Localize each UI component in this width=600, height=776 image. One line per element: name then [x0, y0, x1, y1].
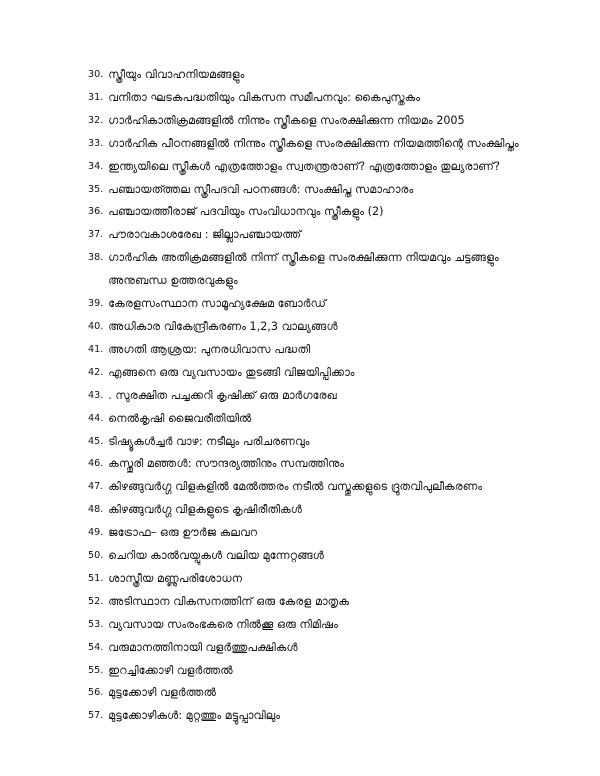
list-item: [88, 201, 558, 224]
item-number: 39.: [88, 298, 104, 310]
item-number: 45.: [88, 435, 104, 447]
item-title: കിഴങ്ങുവർഗ്ഗ വിളകളിൽ മേൽത്തരം നടീൽ വസ്തുക്കളുടെ ദ്രുതവിപുലീകരണം: [108, 480, 483, 494]
item-number: 35.: [88, 183, 104, 195]
item-title: കേരളസംസ്ഥാന സാമൂഹ്യക്ഷേമ ബോർഡ്: [108, 297, 327, 311]
item-title: പൗരാവകാശരേഖ : ജില്ലാപഞ്ചായത്ത്: [108, 228, 302, 242]
item-number: 49.: [88, 527, 104, 539]
list-item: [88, 408, 558, 431]
item-number: 46.: [88, 458, 104, 470]
item-number: 44.: [88, 412, 104, 424]
item-title: ഗാർഹികാതിക്രമങ്ങളിൽ നിന്നും സ്ത്രീകളെ സംരക്ഷിക്കുന്ന നിയമം 2005: [108, 113, 465, 127]
list-item: [88, 133, 558, 156]
item-title: നെൽകൃഷി ജൈവരീതിയിൽ: [108, 411, 252, 425]
list-item: [88, 64, 558, 87]
list-item: [88, 87, 558, 110]
list-item: [88, 156, 558, 179]
item-number: 56.: [88, 687, 104, 699]
item-title: മുട്ടക്കോഴി വളർത്തൽ: [108, 686, 217, 700]
list-item: [88, 522, 558, 545]
list-item: [88, 591, 558, 614]
item-title: ചെറിയ കാൽവയ്പുകൾ വലിയ മുന്നേറ്റങ്ങൾ: [108, 549, 325, 563]
item-number: 30.: [88, 69, 104, 80]
item-number: 57.: [88, 710, 104, 722]
list-item: [88, 499, 558, 522]
item-number: 55.: [88, 664, 104, 676]
item-title: എങ്ങനെ ഒരു വ്യവസായം തുടങ്ങി വിജയിപ്പിക്കാം: [108, 365, 355, 379]
item-title: ടിഷ്യൂകൾച്ചർ വാഴ: നടീലും പരിചരണവും: [108, 434, 310, 448]
item-title: വ്യവസായ സംരംഭകരെ നിൽക്കൂ ഒരു നിമിഷം: [108, 617, 338, 631]
list-item: [88, 637, 558, 660]
item-number: 31.: [88, 91, 104, 103]
list-item: [88, 339, 558, 362]
item-title: ഇന്ത്യയിലെ സ്ത്രീകൾ എത്രത്തോളം സ്വതന്ത്രരാണ്? എത്രത്തോളം തുല്യരാണ്?: [108, 159, 500, 173]
item-title: പഞ്ചായത്ത്തല സ്ത്രീപദവി പഠനങ്ങൾ: സംക്ഷിപ്ത സമാഹാരം: [108, 182, 414, 196]
item-title: ഗാർഹിക അതിക്രമങ്ങളിൽ നിന്ന് സ്ത്രീകളെ സംരക്ഷിക്കുന്ന നിയമവും ചട്ടങ്ങളും അനുബന്ധ ഉത്തരവുകളും: [108, 251, 499, 288]
item-number: 51.: [88, 572, 104, 584]
item-number: 47.: [88, 481, 104, 493]
list-item: [88, 660, 558, 683]
book-list: [88, 64, 558, 728]
item-title: വരുമാനത്തിനായി വളർത്തുപക്ഷികൾ: [108, 640, 298, 654]
list-item: [88, 247, 558, 293]
item-title: കസ്തൂരി മഞ്ഞൾ: സൗന്ദര്യത്തിനും സമ്പത്തിനും: [108, 457, 345, 471]
item-title: സ്ത്രീയും വിവാഹനിയമങ്ങളും: [108, 68, 245, 81]
item-title: . സുരക്ഷിത പച്ചക്കറി കൃഷിക്ക് ഒരു മാർഗരേഖ: [108, 388, 337, 402]
item-number: 38.: [88, 252, 104, 264]
item-title: ജട്രോഫ– ഒരു ഊർജ കലവറ: [108, 526, 258, 540]
list-item: [88, 385, 558, 408]
item-number: 53.: [88, 618, 104, 630]
list-item: [88, 476, 558, 499]
item-title: മുട്ടക്കോഴികൾ: മുറ്റത്തും മട്ടുപ്പാവിലും: [108, 709, 281, 723]
item-number: 32.: [88, 114, 104, 126]
list-item: [88, 682, 558, 705]
item-number: 37.: [88, 229, 104, 241]
item-number: 41.: [88, 343, 104, 355]
item-title: ഇറച്ചിക്കോഴി വളർത്തൽ: [108, 663, 233, 677]
item-number: 52.: [88, 595, 104, 607]
list-item: [88, 110, 558, 133]
list-item: [88, 568, 558, 591]
list-item: [88, 362, 558, 385]
item-title: അധികാര വികേന്ദ്രീകരണം 1,2,3 വാല്യങ്ങൾ: [108, 319, 338, 333]
list-item: [88, 545, 558, 568]
item-number: 54.: [88, 641, 104, 653]
list-item: [88, 293, 558, 316]
list-item: [88, 316, 558, 339]
item-number: 48.: [88, 504, 104, 516]
item-title: ശാസ്ത്രീയ മണ്ണുപരിശോധന: [108, 571, 243, 585]
list-item: [88, 431, 558, 454]
item-title: വനിതാ ഘടകപദ്ധതിയും വികസന സമീപനവും: കൈപുസ്തകം: [108, 90, 421, 104]
item-title: അഗതി ആശ്രയ: പുനരധിവാസ പദ്ധതി: [108, 342, 311, 356]
item-title: കിഴങ്ങുവർഗ്ഗ വിളകളുടെ കൃഷിരീതികൾ: [108, 503, 303, 517]
item-title: അടിസ്ഥാന വികസനത്തിന് ഒരു കേരള മാതൃക: [108, 594, 349, 608]
list-item: [88, 453, 558, 476]
item-number: 33.: [88, 137, 104, 149]
list-item: [88, 614, 558, 637]
item-title: പഞ്ചായത്തീരാജ് പദവിയും സംവിധാനവും സ്ത്രീകളും (2): [108, 205, 384, 219]
item-number: 36.: [88, 206, 104, 218]
list-item: [88, 705, 558, 728]
item-number: 43.: [88, 389, 104, 401]
item-title: ഗാർഹിക പീഠനങ്ങളിൽ നിന്നും സ്ത്രീകളെ സംരക്ഷിക്കുന്ന നിയമത്തിന്റെ സംക്ഷിപ്തം: [108, 136, 519, 150]
item-number: 34.: [88, 160, 104, 172]
list-item: [88, 224, 558, 247]
item-number: 50.: [88, 550, 104, 562]
item-number: 40.: [88, 320, 104, 332]
item-number: 42.: [88, 366, 104, 378]
list-item: [88, 179, 558, 202]
